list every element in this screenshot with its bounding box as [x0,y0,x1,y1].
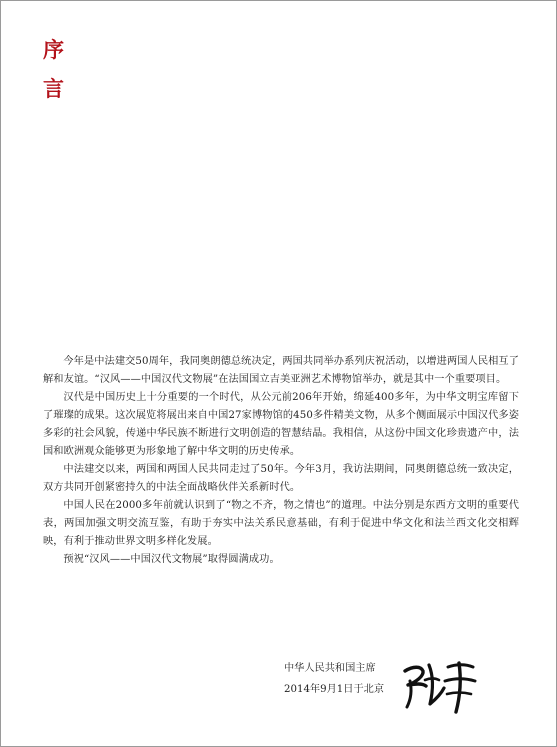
signature-block [284,658,384,700]
title-char-1: 序 [43,37,64,62]
paragraph-1: 今年是中法建交50周年，我同奥朗德总统决定，两国共同举办系列庆祝活动，以增进两国人民相互了解和友谊。“汉风——中国汉代文物展”在法国国立吉美亚洲艺术博物馆举办，就是其中一个重要项目。 [43,356,519,385]
signature-date: 2014年9月1日于北京 [284,684,385,695]
handwritten-signature [399,657,479,715]
paragraph-4: 中国人民在2000多年前就认识到了“物之不齐，物之情也”的道理。中法分别是东西方文明的重要代表，两国加强文明交流互鉴，有助于夯实中法关系民意基础，有利于促进中华文化和法兰西文化交相辉映，有利于推动世界文明多样化发展。 [43,500,519,547]
title-char-2: 言 [43,76,64,101]
paragraph-5: 预祝“汉风——中国汉代文物展”取得圆满成功。 [63,554,280,565]
preface-body [43,353,519,569]
paragraph-2: 汉代是中国历史上十分重要的一个时代，从公元前206年开始，绵延400多年，为中华文明宝库留下了璀璨的成果。这次展览将展出来自中国27家博物馆的450多件精美文物，从多个侧面展示中国汉代多姿多彩的社会风貌，传递中华民族不断进行文明创造的智慧结晶。我相信，从这份中国文化珍贵遗产中，法国和欧洲观众能够更为形象地了解中华文明的历史传承。 [43,392,519,457]
signer-title: 中华人民共和国主席 [284,663,376,674]
paragraph-3: 中法建交以来，两国和两国人民共同走过了50年。今年3月，我访法期间，同奥朗德总统一致决定，双方共同开创紧密持久的中法全面战略伙伴关系新时代。 [43,464,519,493]
